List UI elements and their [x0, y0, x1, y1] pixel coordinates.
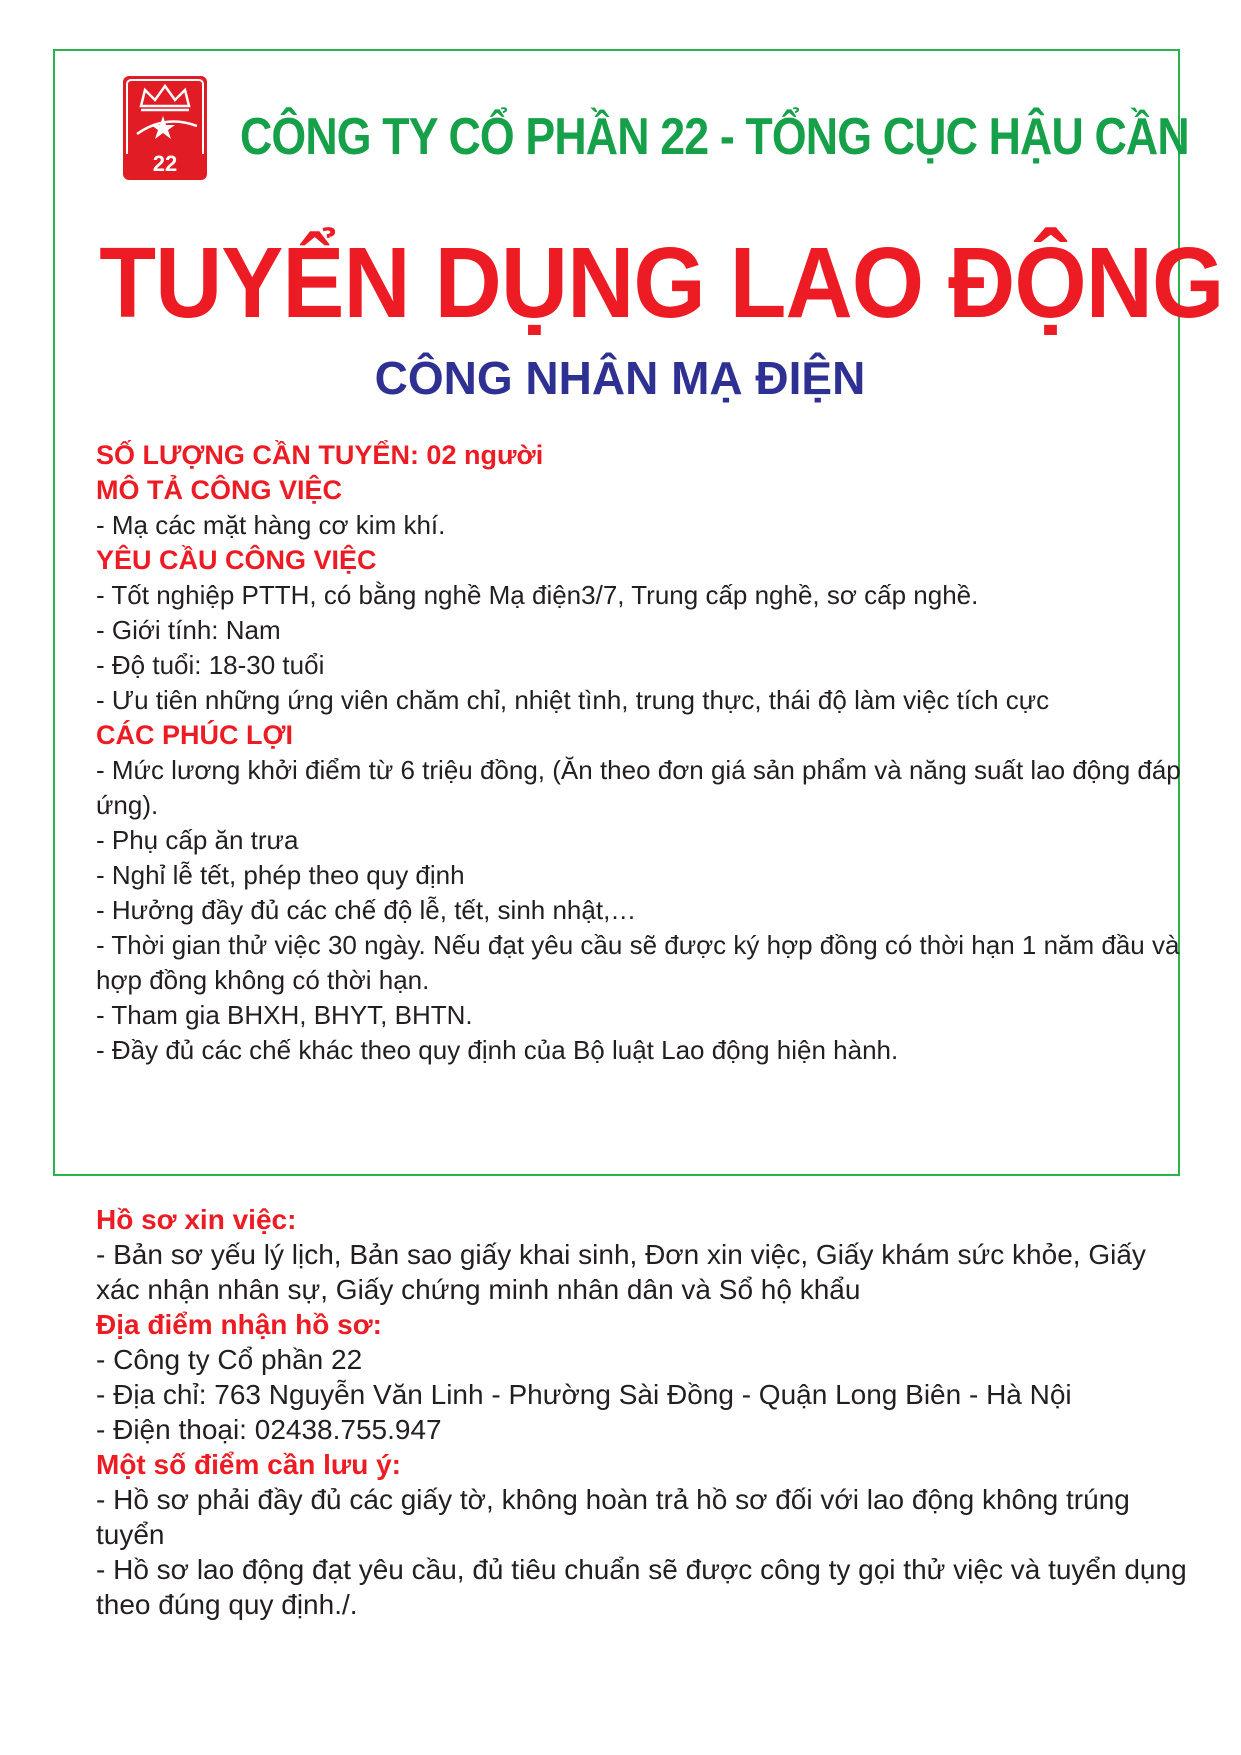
benefits-heading: CÁC PHÚC LỢI [96, 720, 294, 750]
description-heading: MÔ TẢ CÔNG VIỆC [96, 475, 343, 505]
requirement-item: - Tốt nghiệp PTTH, có bằng nghề Mạ điện3/7, Trung cấp nghề, sơ cấp nghề. [96, 580, 979, 610]
benefit-item: - Tham gia BHXH, BHYT, BHTN. [96, 1000, 473, 1030]
notes-item: - Hồ sơ phải đầy đủ các giấy tờ, không hoàn trả hồ sơ đối với lao động không trúng tuyển [96, 1484, 1130, 1550]
requirement-item: - Ưu tiên những ứng viên chăm chỉ, nhiệt tình, trung thực, thái độ làm việc tích cực [96, 685, 1050, 715]
benefit-item: - Nghỉ lễ tết, phép theo quy định [96, 860, 465, 890]
benefit-item: - Đầy đủ các chế khác theo quy định của Bộ luật Lao động hiện hành. [96, 1035, 899, 1065]
location-heading: Địa điểm nhận hồ sơ: [96, 1309, 382, 1340]
application-info [96, 1202, 1196, 1622]
location-phone: - Điện thoại: 02438.755.947 [96, 1414, 442, 1445]
notes-item: - Hồ sơ lao động đạt yêu cầu, đủ tiêu chuẩn sẽ được công ty gọi thử việc và tuyển dụng theo đúng quy định./. [96, 1554, 1187, 1620]
documents-item: - Bản sơ yếu lý lịch, Bản sao giấy khai sinh, Đơn xin việc, Giấy khám sức khỏe, Giấy xác nhận nhân sự, Giấy chứng minh nhân dân và Sổ hộ khẩu [96, 1239, 1146, 1305]
quantity-heading: SỐ LƯỢNG CẦN TUYỂN: 02 người [96, 440, 544, 470]
benefit-item: - Mức lương khởi điểm từ 6 triệu đồng, (Ăn theo đơn giá sản phẩm và năng suất lao động đáp ứng). [96, 755, 1181, 820]
logo-number: 22 [152, 151, 178, 176]
job-details [96, 438, 1186, 1068]
crown-star-icon [123, 76, 207, 154]
notes-heading: Một số điểm cần lưu ý: [96, 1449, 401, 1480]
location-item: - Công ty Cổ phần 22 [96, 1344, 363, 1375]
job-title: CÔNG NHÂN MẠ ĐIỆN [374, 352, 866, 404]
requirements-heading: YÊU CẦU CÔNG VIỆC [96, 545, 377, 575]
requirement-item: - Giới tính: Nam [96, 615, 281, 645]
description-item: - Mạ các mặt hàng cơ kim khí. [96, 510, 446, 540]
benefit-item: - Thời gian thử việc 30 ngày. Nếu đạt yêu cầu sẽ được ký hợp đồng có thời hạn 1 năm đầu và hợp đồng không có thời hạn. [96, 930, 1180, 995]
requirement-item: - Độ tuổi: 18-30 tuổi [96, 650, 325, 680]
company-logo [123, 76, 207, 180]
benefit-item: - Phụ cấp ăn trưa [96, 825, 299, 855]
documents-heading: Hồ sơ xin việc: [96, 1204, 297, 1235]
company-name: CÔNG TY CỔ PHẦN 22 - TỔNG CỤC HẬU CẦN [240, 108, 1189, 166]
page-title: TUYỂN DỤNG LAO ĐỘNG [99, 227, 1224, 339]
benefit-item: - Hưởng đầy đủ các chế độ lễ, tết, sinh nhật,… [96, 895, 637, 925]
location-address: - Địa chỉ: 763 Nguyễn Văn Linh - Phường Sài Đồng - Quận Long Biên - Hà Nội [96, 1379, 1072, 1410]
